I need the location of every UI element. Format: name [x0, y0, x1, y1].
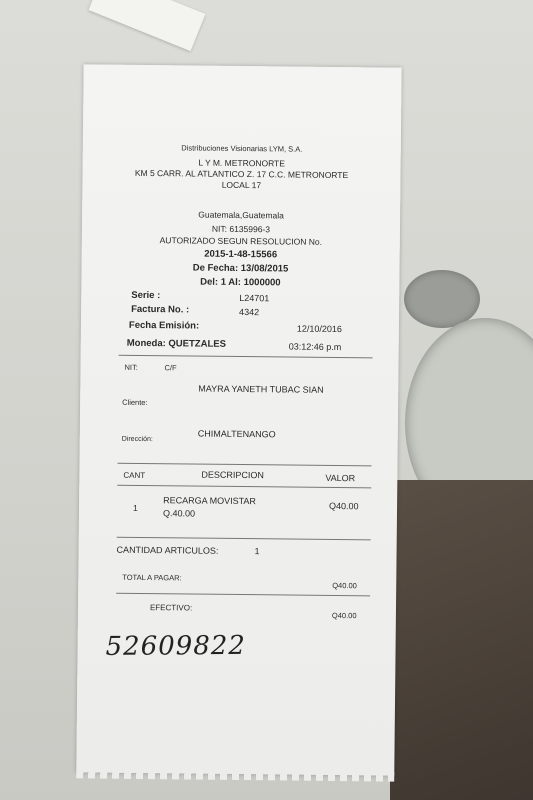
currency-label: Moneda: QUETZALES [126, 337, 227, 350]
address-line-1: KM 5 CARR. AL ATLANTICO Z. 17 C.C. METRONORTE [134, 167, 349, 181]
emision-time: 03:12:46 p.m [288, 341, 342, 353]
item-count-value: 1 [254, 546, 260, 557]
handwritten-number: 52609822 [105, 630, 247, 662]
item-unit-price: Q.40.00 [162, 508, 196, 519]
cash-value: Q40.00 [331, 610, 357, 621]
company-nit: NIT: 6135996-3 [211, 223, 271, 235]
item-count-label: CANTIDAD ARTICULOS: [116, 544, 219, 556]
divider [119, 355, 373, 359]
divider [117, 537, 371, 541]
city: Guatemala,Guatemala [198, 209, 284, 221]
company-name: Distribuciones Visionarias LYM, S.A. [181, 143, 303, 154]
factura-label: Factura No. : [131, 303, 190, 316]
emision-date: 12/10/2016 [296, 323, 343, 335]
serie-label: Serie : [131, 289, 161, 302]
address-label: Dirección: [121, 435, 153, 444]
invoice-range: Del: 1 Al: 1000000 [200, 276, 281, 289]
address-line-2: LOCAL 17 [221, 179, 262, 191]
authorized-text: AUTORIZADO SEGUN RESOLUCION No. [159, 235, 323, 247]
customer-nit-value: C/F [164, 363, 177, 373]
customer-nit-label: NIT: [124, 362, 138, 372]
item-description: RECARGA MOVISTAR [163, 495, 257, 507]
item-value: Q40.00 [329, 500, 359, 512]
divider [116, 593, 370, 597]
total-label: TOTAL A PAGAR: [122, 572, 182, 583]
divider [117, 485, 371, 489]
divider [117, 463, 371, 467]
client-label: Cliente: [122, 397, 148, 408]
serie-value: L24701 [239, 292, 270, 304]
cash-label: EFECTIVO: [149, 603, 193, 613]
item-qty: 1 [132, 502, 138, 513]
resolution-number: 2015-1-48-15566 [204, 248, 278, 261]
client-name: MAYRA YANETH TUBAC SIAN [198, 383, 324, 395]
total-value: Q40.00 [332, 580, 357, 591]
column-header-description: DESCRIPCION [201, 469, 264, 481]
column-header-value: VALOR [325, 472, 356, 484]
dark-surface [390, 480, 533, 800]
brand-name: L Y M. METRONORTE [198, 157, 285, 169]
emision-label: Fecha Emisión: [128, 319, 200, 332]
receipt [76, 64, 401, 775]
client-address: CHIMALTENANGO [197, 428, 276, 440]
column-header-qty: CANT [123, 470, 146, 481]
resolution-date: De Fecha: 13/08/2015 [192, 262, 289, 275]
factura-value: 4342 [239, 306, 260, 318]
